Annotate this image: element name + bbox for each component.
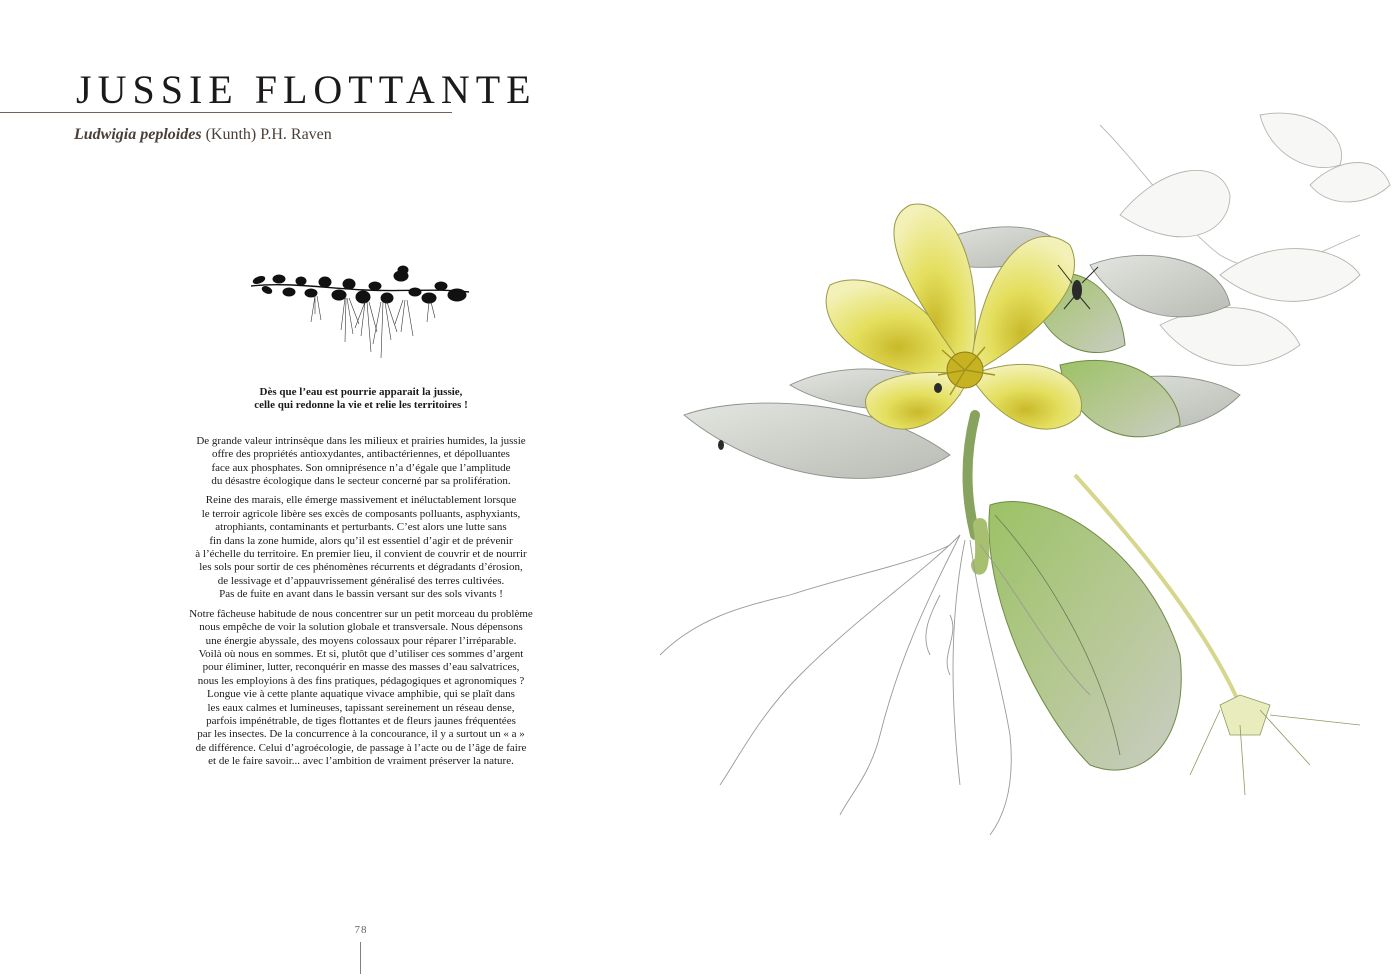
text-line: à l’échelle du territoire. En premier lieu, il convient de couvrir et de nourrir (195, 548, 527, 561)
title-divider (0, 112, 452, 113)
page-title: JUSSIE FLOTTANTE (76, 67, 537, 112)
text-line: de différence. Celui d’agroécologie, de passage à l’acte ou de l’âge de faire (195, 741, 527, 754)
paragraph-1 (162, 435, 560, 489)
scientific-name (74, 126, 332, 144)
paragraph-2 (162, 494, 560, 601)
page-number: 78 (354, 924, 368, 936)
text-line: nous empêche de voir la solution globale et transversale. Nous dépensons (199, 621, 523, 634)
text-line: et de le faire savoir... avec l’ambition de vraiment préserver la nature. (208, 755, 514, 768)
text-line: Pas de fuite en avant dans le bassin versant sur des sols vivants ! (219, 588, 503, 601)
text-line: nous les employions à des fins pratiques, pédagogiques et agronomiques ? (197, 674, 525, 687)
text-line: du désastre écologique dans le secteur concerné par sa prolifération. (211, 475, 511, 488)
sketched-stems (1100, 113, 1390, 365)
water-primrose-illustration (620, 95, 1400, 845)
text-line: les sols pour sortir de ces phénomènes récurrents et dégradants d’érosion, (199, 561, 523, 574)
body-text (162, 386, 560, 775)
taxon-authority: (Kunth) P.H. Raven (205, 126, 332, 143)
text-line: les eaux calmes et lumineuses, tapissant sereinement un réseau dense, (207, 701, 515, 714)
text-line: Reine des marais, elle émerge massivement et inéluctablement lorsque (205, 494, 517, 507)
intro-line: celle qui redonne la vie et relie les territoires ! (254, 399, 468, 412)
text-line: De grande valeur intrinsèque dans les milieux et prairies humides, la jussie (196, 434, 526, 447)
text-line: par les insectes. De la concurrence à la concourance, il y a surtout un « a » (197, 728, 525, 741)
paragraph-3 (162, 608, 560, 769)
text-line: offre des propriétés antioxydantes, antibactériennes, et dépolluantes (212, 448, 510, 461)
latin-name: Ludwigia peploides (74, 126, 202, 143)
text-line: parfois impénétrable, de tiges flottantes et de fleurs jaunes fréquentées (206, 714, 516, 727)
folio-divider (360, 942, 361, 974)
text-line: de lessivage et d’appauvrissement généralisé des terres cultivées. (217, 574, 505, 587)
intro-line: Dès que l’eau est pourrie apparait la jussie, (259, 386, 463, 398)
aquatic-plant-sprig-icon (245, 262, 477, 362)
text-line: Voilà où nous en sommes. Et si, plutôt que d’utiliser ces sommes d’argent (198, 647, 524, 660)
text-line: une énergie abyssale, des moyens colossaux pour réparer l’irréparable. (205, 634, 517, 647)
text-line: Longue vie à cette plante aquatique vivace amphibie, qui se plaît dans (207, 688, 515, 701)
text-line: pour éliminer, lutter, reconquérir en masse des masses d’eau salvatrices, (202, 661, 520, 674)
text-line: le terroir agricole libère ses excès de composants polluants, asphyxiants, (201, 507, 521, 520)
green-leaves (989, 273, 1181, 770)
text-line: Notre fâcheuse habitude de nous concentrer sur un petit morceau du problème (189, 607, 533, 620)
text-line: fin dans la zone humide, alors qu’il est essentiel d’agir et de prévenir (209, 534, 513, 547)
text-line: atrophiants, contaminants et perturbants. C’est alors une lutte sans (215, 521, 507, 534)
text-line: face aux phosphates. Son omniprésence n’a d’égale que l’amplitude (211, 461, 511, 474)
intro-quote (162, 386, 560, 413)
